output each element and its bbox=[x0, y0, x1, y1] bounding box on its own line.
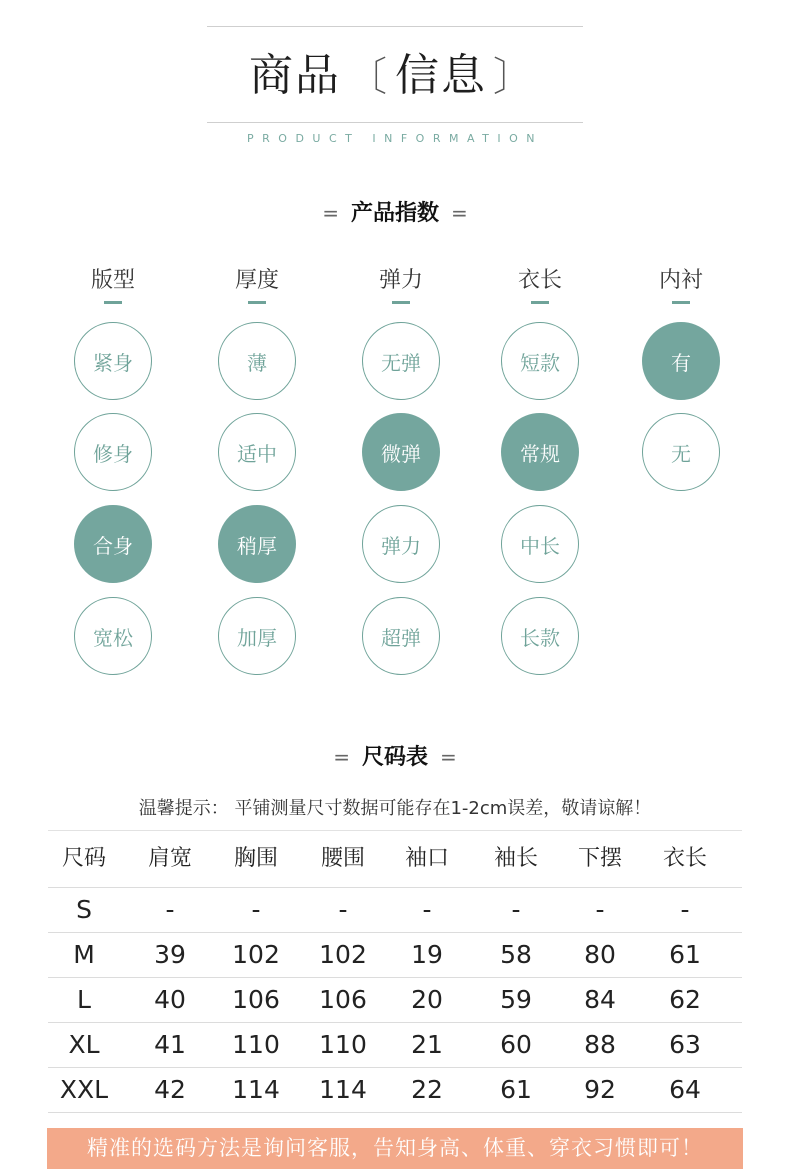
index-option: 加厚 bbox=[218, 597, 296, 675]
index-option: 修身 bbox=[74, 413, 152, 491]
table-cell: 60 bbox=[500, 1030, 532, 1059]
table-cell: 106 bbox=[319, 985, 367, 1014]
index-option: 宽松 bbox=[74, 597, 152, 675]
header-bottom-rule bbox=[207, 122, 583, 123]
table-cell: 21 bbox=[411, 1030, 443, 1059]
index-option: 超弹 bbox=[362, 597, 440, 675]
table-cell: 40 bbox=[154, 985, 186, 1014]
index-option-selected: 合身 bbox=[74, 505, 152, 583]
table-cell: 62 bbox=[669, 985, 701, 1014]
table-header-cell: 袖长 bbox=[493, 846, 538, 871]
table-cell: - bbox=[165, 895, 175, 924]
table-row bbox=[48, 933, 742, 978]
size-heading-text: 尺码表 bbox=[361, 745, 428, 770]
heading-decor-left: = bbox=[333, 745, 350, 769]
table-cell: - bbox=[338, 895, 348, 924]
table-cell: 114 bbox=[319, 1075, 367, 1104]
bracket-close: 〕 bbox=[493, 54, 535, 100]
table-cell: 39 bbox=[154, 940, 186, 969]
index-heading bbox=[0, 198, 790, 229]
sizing-advice-banner: 精准的选码方法是询问客服，告知身高、体重、穿衣习惯即可！ bbox=[47, 1128, 743, 1169]
title-left: 商品 bbox=[249, 50, 341, 101]
table-cell: 61 bbox=[500, 1075, 532, 1104]
index-option-selected: 有 bbox=[642, 322, 720, 400]
table-cell: L bbox=[77, 985, 91, 1014]
table-row bbox=[48, 978, 742, 1023]
table-row bbox=[48, 1068, 742, 1113]
heading-decor-left: = bbox=[322, 201, 339, 225]
table-cell: 92 bbox=[584, 1075, 616, 1104]
table-cell: XXL bbox=[59, 1075, 109, 1104]
table-header-row bbox=[48, 831, 742, 888]
table-row bbox=[48, 888, 742, 933]
column-underline bbox=[248, 301, 266, 304]
index-option-selected: 常规 bbox=[501, 413, 579, 491]
page-subtitle: PRODUCT INFORMATION bbox=[247, 132, 543, 145]
column-underline bbox=[672, 301, 690, 304]
table-cell: 64 bbox=[669, 1075, 701, 1104]
index-option-selected: 稍厚 bbox=[218, 505, 296, 583]
heading-decor-right: = bbox=[440, 745, 457, 769]
table-cell: 19 bbox=[411, 940, 443, 969]
table-cell: 102 bbox=[232, 940, 280, 969]
index-column bbox=[500, 266, 580, 650]
column-underline bbox=[104, 301, 122, 304]
header-top-rule bbox=[207, 26, 583, 27]
table-cell: XL bbox=[68, 1030, 100, 1059]
index-column bbox=[361, 266, 441, 650]
index-column bbox=[217, 266, 297, 650]
table-cell: 20 bbox=[411, 985, 443, 1014]
table-cell: 102 bbox=[319, 940, 367, 969]
index-option: 薄 bbox=[218, 322, 296, 400]
column-underline bbox=[392, 301, 410, 304]
index-column-label: 版型 bbox=[90, 268, 135, 293]
index-column-label: 衣长 bbox=[517, 268, 562, 293]
index-column-label: 弹力 bbox=[378, 268, 423, 293]
size-heading bbox=[0, 742, 790, 773]
table-cell: - bbox=[595, 895, 605, 924]
size-table bbox=[48, 830, 742, 1113]
index-option: 弹力 bbox=[362, 505, 440, 583]
index-option: 适中 bbox=[218, 413, 296, 491]
table-header-cell: 腰围 bbox=[320, 846, 365, 871]
table-cell: 59 bbox=[500, 985, 532, 1014]
table-cell: 63 bbox=[669, 1030, 701, 1059]
table-cell: 88 bbox=[584, 1030, 616, 1059]
index-column-label: 厚度 bbox=[234, 268, 279, 293]
table-cell: 84 bbox=[584, 985, 616, 1014]
index-heading-text: 产品指数 bbox=[350, 201, 439, 226]
table-cell: 41 bbox=[154, 1030, 186, 1059]
bracket-open: 〔 bbox=[347, 54, 389, 100]
table-cell: - bbox=[251, 895, 261, 924]
index-option: 无 bbox=[642, 413, 720, 491]
index-column-label: 内衬 bbox=[658, 268, 703, 293]
table-cell: 58 bbox=[500, 940, 532, 969]
index-option: 中长 bbox=[501, 505, 579, 583]
table-header-cell: 尺码 bbox=[61, 846, 106, 871]
table-cell: - bbox=[511, 895, 521, 924]
table-cell: - bbox=[422, 895, 432, 924]
column-underline bbox=[531, 301, 549, 304]
table-cell: 110 bbox=[232, 1030, 280, 1059]
table-header-cell: 袖口 bbox=[404, 846, 449, 871]
table-cell: 106 bbox=[232, 985, 280, 1014]
measurement-tip: 温馨提示： 平铺测量尺寸数据可能存在1-2cm误差，敬请谅解！ bbox=[138, 798, 652, 819]
table-header-cell: 胸围 bbox=[233, 846, 278, 871]
table-header-cell: 下摆 bbox=[577, 846, 622, 871]
table-cell: 22 bbox=[411, 1075, 443, 1104]
table-cell: - bbox=[680, 895, 690, 924]
heading-decor-right: = bbox=[451, 201, 468, 225]
table-header-cell: 衣长 bbox=[662, 846, 707, 871]
table-cell: S bbox=[76, 895, 92, 924]
index-column bbox=[641, 266, 721, 466]
table-cell: M bbox=[73, 940, 95, 969]
table-cell: 42 bbox=[154, 1075, 186, 1104]
index-option: 无弹 bbox=[362, 322, 440, 400]
index-option: 紧身 bbox=[74, 322, 152, 400]
index-option: 短款 bbox=[501, 322, 579, 400]
page-title bbox=[0, 46, 790, 107]
table-cell: 61 bbox=[669, 940, 701, 969]
index-option-selected: 微弹 bbox=[362, 413, 440, 491]
index-option: 长款 bbox=[501, 597, 579, 675]
index-column bbox=[73, 266, 153, 650]
table-cell: 110 bbox=[319, 1030, 367, 1059]
title-right: 信息 bbox=[395, 50, 487, 101]
table-cell: 80 bbox=[584, 940, 616, 969]
table-cell: 114 bbox=[232, 1075, 280, 1104]
table-row bbox=[48, 1023, 742, 1068]
table-header-cell: 肩宽 bbox=[147, 846, 192, 871]
